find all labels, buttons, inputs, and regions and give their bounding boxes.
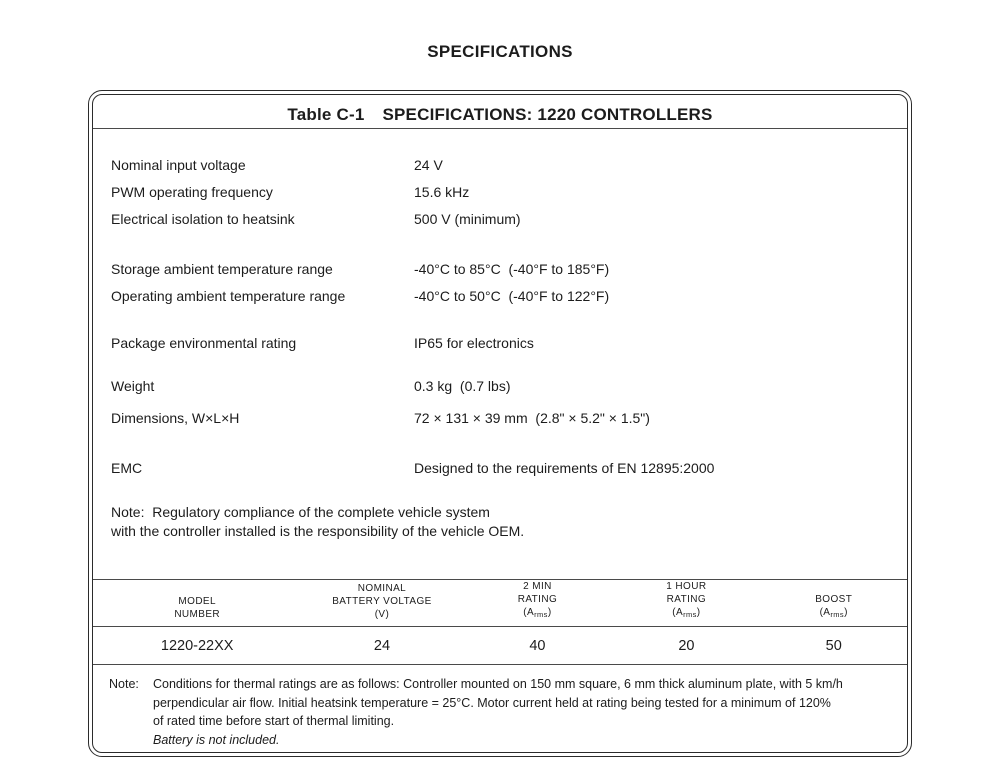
ratings-table-row <box>93 626 907 665</box>
thermal-conditions-note <box>93 665 907 752</box>
spec-label: Weight <box>111 377 155 394</box>
spec-value: -40°C to 85°C (-40°F to 185°F) <box>414 260 610 277</box>
page-title: SPECIFICATIONS <box>427 42 573 61</box>
spec-label: Electrical isolation to heatsink <box>111 210 295 227</box>
spec-value: 24 V <box>414 156 443 173</box>
spec-row-weight <box>111 372 907 399</box>
spec-label: Package environmental rating <box>111 334 297 351</box>
cell-model-number: 1220-22XX <box>160 637 234 654</box>
note-label: Note: <box>109 677 139 691</box>
column-header-1-hour-rating: 1 HOUR RATING $(A_{rms})$ <box>666 581 707 619</box>
spec-value: -40°C to 50°C (-40°F to 122°F) <box>414 287 610 304</box>
spec-label: EMC <box>111 459 143 476</box>
note-line-3: of rated time before start of thermal limiting. <box>153 714 395 728</box>
regulatory-note-line-1: Note: Regulatory compliance of the complete vehicle system <box>111 504 490 520</box>
column-header-model-number: MODEL NUMBER <box>174 596 221 620</box>
column-header-boost: BOOST $(A_{rms})$ <box>815 594 853 619</box>
spec-row-emc <box>111 454 907 481</box>
spec-label: Dimensions, W×L×H <box>111 409 240 426</box>
spec-label: Operating ambient temperature range <box>111 287 346 304</box>
spec-label: Storage ambient temperature range <box>111 260 333 277</box>
spec-table-inner-border <box>92 94 908 753</box>
ratings-table-header <box>93 579 907 626</box>
column-header-nominal-battery-voltage: NOMINAL BATTERY VOLTAGE (V) <box>332 583 432 620</box>
note-line-2: perpendicular air flow. Initial heatsink temperature = 25°C. Motor current held at rating being tested for a minimum of 120% <box>153 695 831 710</box>
spec-table-outer-border <box>88 90 912 757</box>
note-line-1: Conditions for thermal ratings are as follows: Controller mounted on 150 mm square, 6 mm thick aluminum plate, with 5 km/h <box>153 677 843 691</box>
regulatory-compliance-note <box>111 503 907 541</box>
cell-boost: 50 <box>825 637 842 654</box>
spec-row-operating-temperature <box>111 282 907 309</box>
spec-value: 72 × 131 × 39 mm (2.8" × 5.2" × 1.5") <box>414 409 650 426</box>
column-header-2-min-rating: 2 MIN RATING $(A_{rms})$ <box>517 581 558 619</box>
spec-row-nominal-input-voltage <box>111 151 907 178</box>
spec-row-storage-temperature <box>111 255 907 282</box>
spec-row-environmental-rating <box>111 329 907 356</box>
spec-value: 500 V (minimum) <box>414 210 521 227</box>
spec-row-electrical-isolation <box>111 205 907 232</box>
note-battery-line: Battery is not included. <box>153 732 280 747</box>
spec-row-dimensions <box>111 404 907 431</box>
spec-value: Designed to the requirements of EN 12895:2000 <box>414 459 715 476</box>
spec-row-pwm-frequency <box>111 178 907 205</box>
spec-value: IP65 for electronics <box>414 334 534 351</box>
spec-value: 0.3 kg (0.7 lbs) <box>414 377 511 394</box>
cell-nominal-battery-voltage: 24 <box>373 637 391 654</box>
spec-list <box>93 129 907 579</box>
spec-label: PWM operating frequency <box>111 183 273 200</box>
spec-value: 15.6 kHz <box>414 183 470 200</box>
spec-label: Nominal input voltage <box>111 156 246 173</box>
cell-2-min-rating: 40 <box>529 637 546 654</box>
regulatory-note-line-2: with the controller installed is the responsibility of the vehicle OEM. <box>111 523 525 539</box>
note-body <box>153 675 843 752</box>
table-number: Table C-1 <box>287 104 365 124</box>
cell-1-hour-rating: 20 <box>678 637 695 654</box>
table-caption <box>93 95 907 129</box>
table-title-text: SPECIFICATIONS: 1220 CONTROLLERS <box>382 104 713 124</box>
